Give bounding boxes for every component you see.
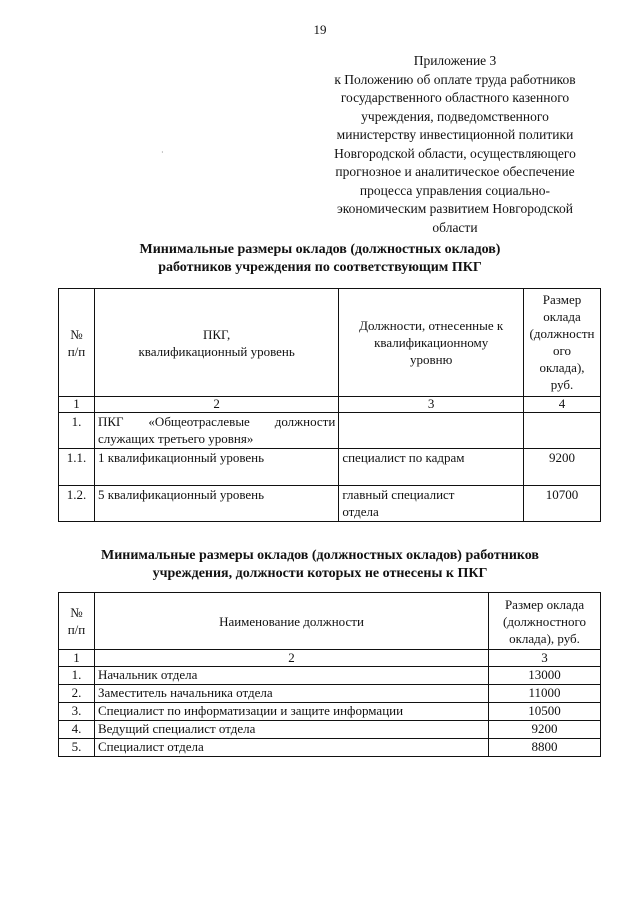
appendix-line: Новгородской области, осуществляющего [334, 145, 576, 161]
col-number: 2 [94, 650, 488, 667]
col-number: 2 [94, 397, 338, 413]
appendix-line: Приложение 3 [413, 53, 497, 68]
heading-line: Минимальные размеры окладов (должностных окладов) работников [101, 548, 539, 563]
position-name: Специалист по информатизации и защите информации [94, 703, 488, 721]
heading-line: учреждения, должности которых не отнесены к ПКГ [152, 566, 488, 581]
position-name [339, 449, 524, 486]
appendix-line: министерству инвестиционной политики [336, 127, 574, 142]
col-number: 1 [59, 650, 95, 667]
table-row [59, 739, 601, 757]
table-row [59, 703, 601, 721]
appendix-line: учреждения, подведомственного [361, 108, 549, 124]
row-number: 1.2. [59, 486, 95, 522]
table2-heading [0, 547, 640, 583]
column-number-row [59, 397, 601, 413]
table-group-row [59, 413, 601, 449]
header-line: ПКГ, [202, 326, 231, 342]
appendix-line: области [432, 219, 478, 235]
col-number: 3 [339, 397, 524, 413]
group-line: ПКГ «Общеотраслевые должности [97, 414, 336, 429]
appendix-line: прогнозное и аналитическое обеспечение [335, 164, 575, 179]
empty-cell [524, 413, 601, 449]
table-row [59, 486, 601, 522]
col-number: 4 [524, 397, 601, 413]
appendix-line: к Положению об оплате труда работников [334, 71, 576, 87]
col-header-positions [339, 289, 524, 397]
header-line: Должности, отнесенные к [359, 318, 504, 333]
position-line: отдела [342, 504, 379, 519]
header-line: уровню [410, 352, 453, 367]
salary-value: 13000 [489, 667, 601, 685]
qualification-level: 5 квалификационный уровень [94, 486, 338, 522]
scan-speck: · [161, 148, 164, 157]
header-line: п/п [67, 343, 86, 359]
position-name: Начальник отдела [94, 667, 488, 685]
header-line: квалификационному [374, 335, 489, 350]
salary-value: 9200 [524, 449, 601, 486]
table-row [59, 721, 601, 739]
row-number: 1. [59, 667, 95, 685]
position-name: Заместитель начальника отдела [94, 685, 488, 703]
group-name [94, 413, 338, 449]
table-row [59, 449, 601, 486]
row-number: 1.1. [59, 449, 95, 486]
position-name [339, 486, 524, 522]
non-pkg-salary-table [58, 592, 601, 757]
header-line: п/п [67, 622, 86, 637]
row-number: 5. [59, 739, 95, 757]
salary-value: 10700 [524, 486, 601, 522]
header-line: оклада), [539, 360, 585, 375]
table-header-row [59, 593, 601, 650]
col-header-num [59, 593, 95, 650]
empty-cell [339, 413, 524, 449]
col-number: 1 [59, 397, 95, 413]
salary-value: 10500 [489, 703, 601, 721]
position-line: главный специалист [342, 487, 455, 502]
appendix-line: процесса управления социально- [359, 182, 551, 198]
col-header-name: Наименование должности [94, 593, 488, 650]
header-line: оклада [543, 309, 581, 324]
salary-value: 8800 [489, 739, 601, 757]
row-number: 3. [59, 703, 95, 721]
heading-line: работников учреждения по соответствующим ПКГ [158, 260, 482, 275]
header-line: Размер оклада [504, 596, 585, 612]
qualification-level: 1 квалификационный уровень [94, 449, 338, 486]
col-header-pkg [94, 289, 338, 397]
header-line: руб. [550, 377, 574, 392]
heading-line: Минимальные размеры окладов (должностных окладов) [139, 242, 501, 257]
column-number-row [59, 650, 601, 667]
appendix-header [300, 52, 610, 237]
header-line: № [70, 326, 83, 342]
table-header-row [59, 289, 601, 397]
header-line: ого [553, 343, 572, 358]
pkg-salary-table [58, 288, 601, 522]
table-row [59, 685, 601, 703]
col-header-num [59, 289, 95, 397]
position-name: Ведущий специалист отдела [94, 721, 488, 739]
header-line: (должностного [503, 613, 586, 629]
group-line: служащих третьего уровня» [97, 431, 254, 446]
page-number: 19 [313, 22, 327, 37]
header-line: оклада), руб. [509, 630, 580, 646]
header-line: квалификационный уровень [138, 343, 295, 359]
header-line: № [70, 605, 83, 620]
position-line: специалист по кадрам [342, 450, 465, 465]
row-number: 2. [59, 685, 95, 703]
row-number: 1. [59, 413, 95, 449]
appendix-line: экономическим развитием Новгородской [336, 201, 574, 216]
salary-value: 9200 [489, 721, 601, 739]
col-number: 3 [489, 650, 601, 667]
appendix-line: государственного областного казенного [340, 90, 570, 105]
col-header-salary [524, 289, 601, 397]
col-header-salary [489, 593, 601, 650]
table1-heading [0, 241, 640, 277]
table-row [59, 667, 601, 685]
row-number: 4. [59, 721, 95, 739]
header-line: Размер [542, 292, 582, 307]
position-name: Специалист отдела [94, 739, 488, 757]
header-line: (должностн [529, 326, 595, 341]
salary-value: 11000 [489, 685, 601, 703]
